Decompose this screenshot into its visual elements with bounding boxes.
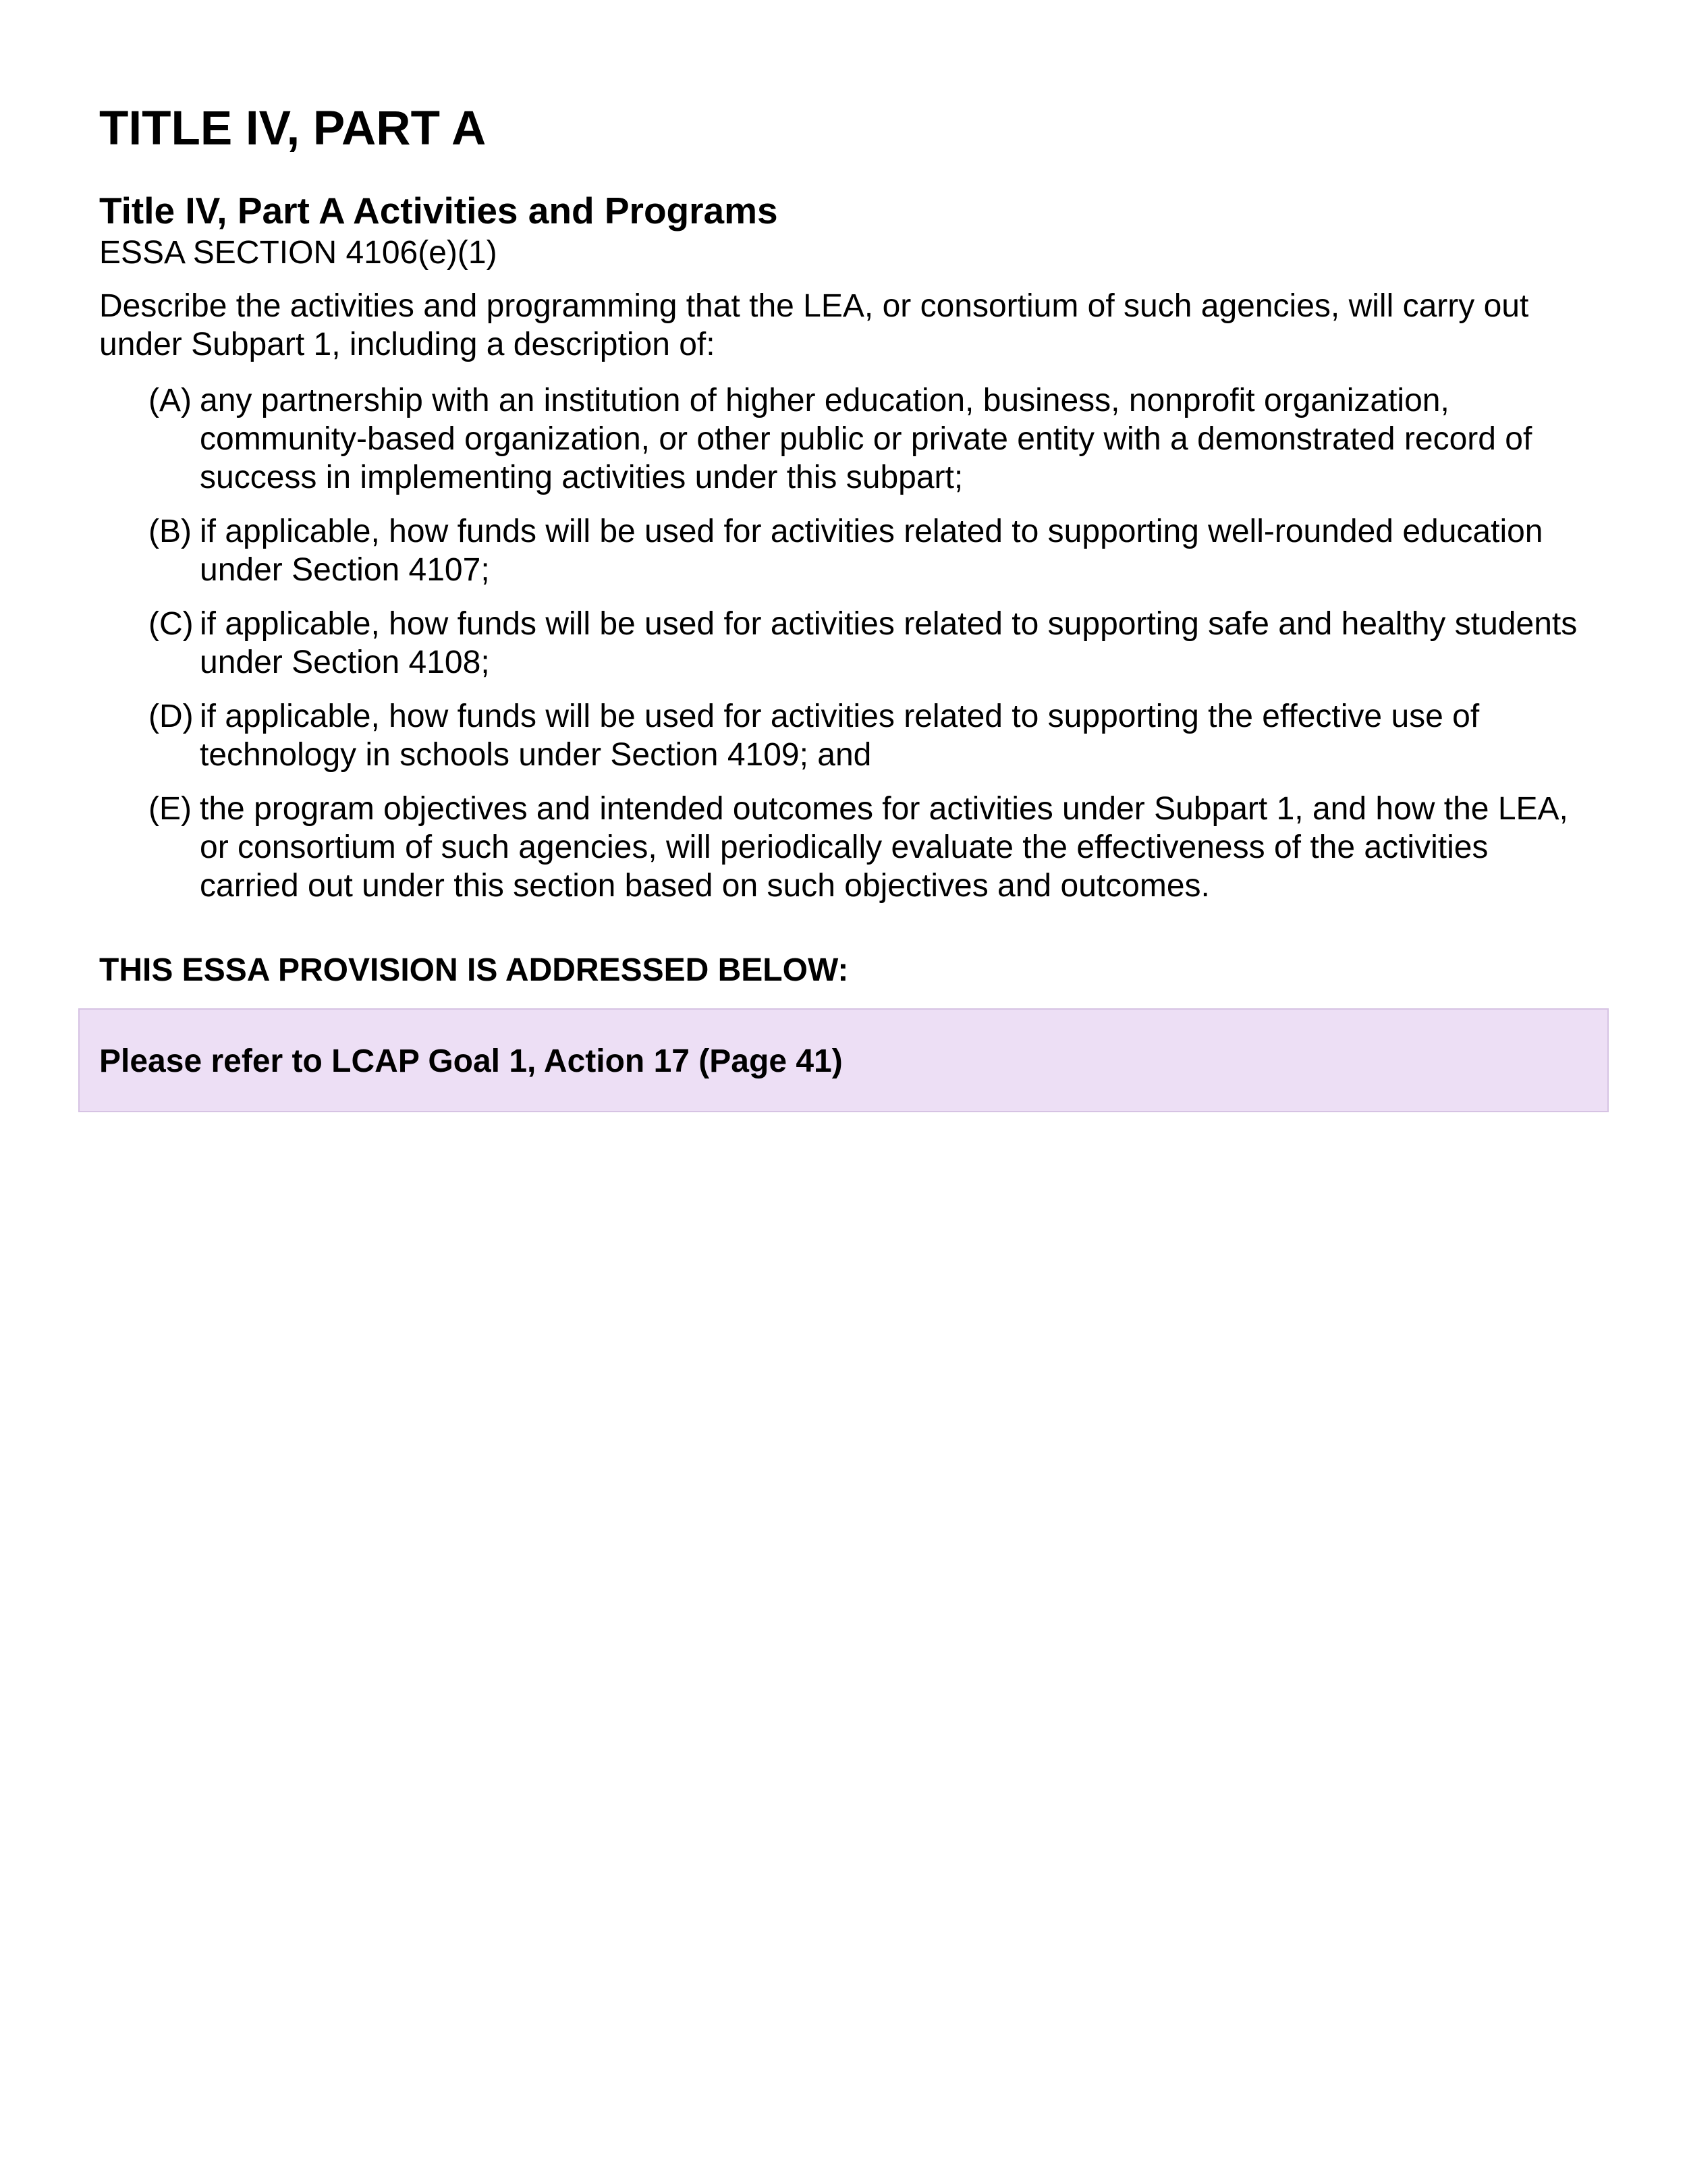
intro-paragraph: Describe the activities and programming that the LEA, or consortium of such agencies, will carry out under Subpart 1, including a description of: [99,288,1529,362]
list-item [148,697,1586,774]
list-item-text: the program objectives and intended outcomes for activities under Subpart 1, and how the LEA, or consortium of such agencies, will periodically evaluate the effectiveness of the activities carried out under this section based on such objectives and outcomes. [200,791,1568,904]
list-item-text: any partnership with an institution of higher education, business, nonprofit organization, community-based organization, or other public or private entity with a demonstrated record of success in implementing activities under this subpart; [200,383,1532,495]
section-heading: Title IV, Part A Activities and Programs [99,190,778,231]
list-item-label: (A) [148,383,192,418]
addressed-heading: THIS ESSA PROVISION IS ADDRESSED BELOW: [99,952,849,988]
list-item-label: (E) [148,791,192,827]
list-item-text: if applicable, how funds will be used for activities related to supporting safe and healthy students under Section 4108; [200,606,1578,680]
list-item-text: if applicable, how funds will be used for activities related to supporting well-rounded education under Section 4107; [200,514,1543,588]
list-item [148,381,1586,497]
list-item-label: (D) [148,699,194,734]
response-text: Please refer to LCAP Goal 1, Action 17 (Page 41) [99,1043,843,1079]
response-box [78,1008,1609,1112]
requirements-list [148,381,1586,921]
list-item [148,790,1586,905]
list-item [148,605,1586,682]
list-item-label: (B) [148,514,192,549]
list-item-label: (C) [148,606,194,642]
page-title: TITLE IV, PART A [99,102,487,155]
list-item [148,512,1586,589]
list-item-text: if applicable, how funds will be used for activities related to supporting the effective use of technology in schools under Section 4109; and [200,699,1480,773]
section-subheading: ESSA SECTION 4106(e)(1) [99,235,497,271]
